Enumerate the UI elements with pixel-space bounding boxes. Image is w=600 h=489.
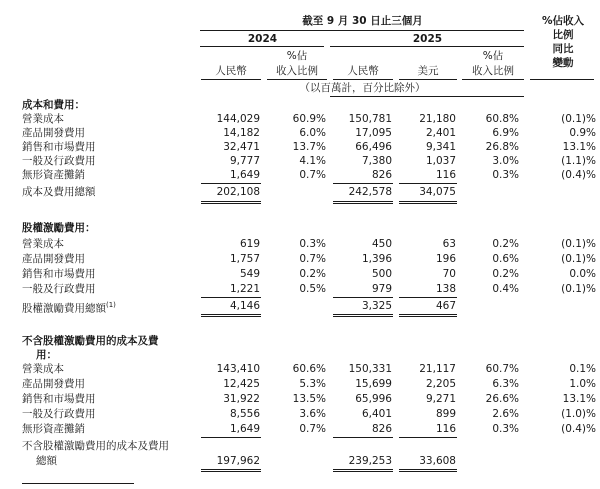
row-label: 營業成本 [22,238,64,250]
pct-change-head-2: 比例 [552,29,574,41]
rule [333,183,393,184]
cell-rmb-2025: 17,095 [355,127,392,139]
rule [399,203,457,204]
cell-change: (0.4)% [561,423,596,435]
cell-rmb-2025: 826 [371,423,392,435]
cell-usd-2025: 21,117 [419,363,456,375]
cell-pct-2024: 0.3% [299,238,326,250]
cell-rmb-2025: 150,331 [348,363,392,375]
cell-pct-2025: 26.6% [485,393,519,405]
total-rmb-2025: 242,578 [348,186,392,198]
cell-pct-2024: 13.7% [292,141,326,153]
rule [399,437,457,438]
cell-pct-2024: 0.7% [299,253,326,265]
cell-pct-2024: 0.2% [299,268,326,280]
cell-pct-2024: 5.3% [299,378,326,390]
cell-change: (0.1)% [561,253,596,265]
cell-change: (0.4)% [561,169,596,181]
cell-pct-2024: 3.6% [299,408,326,420]
pct-change-head-3: 同比 [552,43,574,55]
total-label-line1: 不含股權激勵費用的成本及費用 [22,440,169,452]
total-rmb-2024: 4,146 [229,300,260,312]
col-pct-2025-line1: %佔 [482,50,504,62]
rule [201,471,261,472]
cell-change: 0.9% [569,127,596,139]
rule [399,79,457,80]
cell-rmb-2024: 1,649 [229,169,260,181]
cell-rmb-2025: 65,996 [355,393,392,405]
units-note: （以百萬計，百分比除外） [299,82,426,94]
cell-rmb-2024: 9,777 [229,155,260,167]
row-label: 銷售和市場費用 [22,393,96,405]
total-usd-2025: 34,075 [419,186,456,198]
cell-pct-2024: 60.9% [292,113,326,125]
cell-change: 0.1% [569,363,596,375]
cell-rmb-2024: 549 [239,268,260,280]
cell-rmb-2025: 150,781 [348,113,392,125]
col-pct-2025-line2: 收入比例 [472,65,514,77]
cell-pct-2024: 6.0% [299,127,326,139]
cell-change: (1.0)% [561,408,596,420]
total-rmb-2025: 239,253 [348,455,392,467]
year-2024-underline [200,46,324,47]
col-pct-2024-line2: 收入比例 [276,65,318,77]
cell-pct-2024: 0.7% [299,169,326,181]
section-title: 成本和費用： [22,99,85,111]
col-rmb-2024: 人民幣 [215,65,247,77]
pct-change-head-1: %佔收入 [541,15,585,27]
cell-change: 13.1% [562,141,596,153]
cell-rmb-2024: 8,556 [229,408,260,420]
rule [462,79,524,80]
row-label: 營業成本 [22,363,64,375]
cell-rmb-2024: 1,757 [229,253,260,265]
cell-rmb-2025: 500 [371,268,392,280]
cell-pct-2025: 0.3% [492,169,519,181]
pct-change-head-4: 變動 [552,57,574,69]
cell-usd-2025: 2,205 [425,378,456,390]
cell-rmb-2024: 1,221 [229,283,260,295]
total-rmb-2025: 3,325 [361,300,392,312]
rule [333,437,393,438]
total-label [22,299,116,315]
rule [399,469,457,470]
total-label: 成本及費用總額 [22,186,96,198]
col-usd-2025: 美元 [417,65,439,77]
cell-rmb-2024: 12,425 [223,378,260,390]
row-label: 銷售和市場費用 [22,141,96,153]
cell-pct-2025: 0.2% [492,268,519,280]
cell-rmb-2025: 1,396 [361,253,392,265]
cell-pct-2025: 0.2% [492,238,519,250]
cell-pct-2025: 2.6% [492,408,519,420]
section-title-line1: 不含股權激勵費用的成本及費 [22,335,159,347]
rule [333,203,393,204]
cell-usd-2025: 63 [442,238,456,250]
cell-pct-2024: 0.5% [299,283,326,295]
cell-rmb-2025: 826 [371,169,392,181]
col-rmb-2025: 人民幣 [347,65,379,77]
cell-usd-2025: 9,341 [425,141,456,153]
cell-change: 0.0% [569,268,596,280]
cell-pct-2025: 6.9% [492,127,519,139]
cell-usd-2025: 2,401 [425,127,456,139]
units-underline [330,96,524,97]
rule [399,316,457,317]
rule [333,79,393,80]
cell-rmb-2025: 66,496 [355,141,392,153]
cell-rmb-2025: 979 [371,283,392,295]
cell-pct-2025: 3.0% [492,155,519,167]
rule [399,183,457,184]
cell-pct-2025: 6.3% [492,378,519,390]
rule [530,79,594,80]
cell-rmb-2024: 31,922 [223,393,260,405]
period-header: 截至 9 月 30 日止三個月 [302,15,423,27]
cell-rmb-2025: 7,380 [361,155,392,167]
cell-usd-2025: 21,180 [419,113,456,125]
rule [333,316,393,317]
rule [201,203,261,204]
cell-rmb-2024: 619 [239,238,260,250]
cell-change: 1.0% [569,378,596,390]
cell-change: (0.1)% [561,113,596,125]
cell-pct-2025: 60.8% [485,113,519,125]
row-label: 一般及行政費用 [22,155,96,167]
total-rmb-2024: 197,962 [216,455,260,467]
total-rmb-2024: 202,108 [216,186,260,198]
cell-pct-2025: 0.6% [492,253,519,265]
cell-change: (0.1)% [561,283,596,295]
cell-usd-2025: 899 [435,408,456,420]
cell-usd-2025: 70 [442,268,456,280]
cell-pct-2024: 0.7% [299,423,326,435]
cell-usd-2025: 116 [435,169,456,181]
cell-pct-2025: 26.8% [485,141,519,153]
row-label: 一般及行政費用 [22,283,96,295]
year-2024-header: 2024 [247,33,278,45]
footnote-marker: (1) [106,301,116,309]
cell-rmb-2024: 1,649 [229,423,260,435]
cell-rmb-2025: 450 [371,238,392,250]
cell-change: 13.1% [562,393,596,405]
cell-pct-2025: 60.7% [485,363,519,375]
cell-usd-2025: 138 [435,283,456,295]
year-2025-underline [330,46,524,47]
rule [333,469,393,470]
total-label-text: 股權激勵費用總額 [22,302,106,315]
cell-change: (1.1)% [561,155,596,167]
row-label: 產品開發費用 [22,253,85,265]
cell-rmb-2024: 14,182 [223,127,260,139]
row-label: 一般及行政費用 [22,408,96,420]
row-label: 產品開發費用 [22,378,85,390]
row-label: 營業成本 [22,113,64,125]
rule [399,201,457,202]
rule [267,79,327,80]
rule [333,471,393,472]
rule [201,297,261,298]
cell-pct-2024: 4.1% [299,155,326,167]
total-usd-2025: 33,608 [419,455,456,467]
cell-rmb-2024: 143,410 [216,363,260,375]
cell-usd-2025: 1,037 [425,155,456,167]
col-pct-2024-line1: %佔 [286,50,308,62]
year-2025-header: 2025 [412,33,443,45]
total-usd-2025: 467 [435,300,456,312]
cell-rmb-2024: 144,029 [216,113,260,125]
rule [333,314,393,315]
cell-usd-2025: 9,271 [425,393,456,405]
cell-pct-2024: 13.5% [292,393,326,405]
cell-pct-2024: 60.6% [292,363,326,375]
cell-rmb-2024: 32,471 [223,141,260,153]
cell-rmb-2025: 15,699 [355,378,392,390]
cell-pct-2025: 0.3% [492,423,519,435]
rule [333,201,393,202]
cell-rmb-2025: 6,401 [361,408,392,420]
row-label: 銷售和市場費用 [22,268,96,280]
total-label-line2: 總額 [36,455,57,467]
rule [201,79,261,80]
rule [399,297,457,298]
cell-usd-2025: 196 [435,253,456,265]
rule [201,469,261,470]
rule [201,183,261,184]
section-title-line2: 用： [36,349,57,361]
rule [201,201,261,202]
rule [399,471,457,472]
row-label: 無形資產攤銷 [22,169,85,181]
rule [201,316,261,317]
row-label: 產品開發費用 [22,127,85,139]
period-underline [200,30,524,31]
rule [201,314,261,315]
cell-change: (0.1)% [561,238,596,250]
rule [201,437,261,438]
rule [399,314,457,315]
row-label: 無形資產攤銷 [22,423,85,435]
cell-pct-2025: 0.4% [492,283,519,295]
cell-usd-2025: 116 [435,423,456,435]
section-title: 股權激勵費用： [22,222,96,234]
rule [333,297,393,298]
footnote-separator [22,483,134,484]
